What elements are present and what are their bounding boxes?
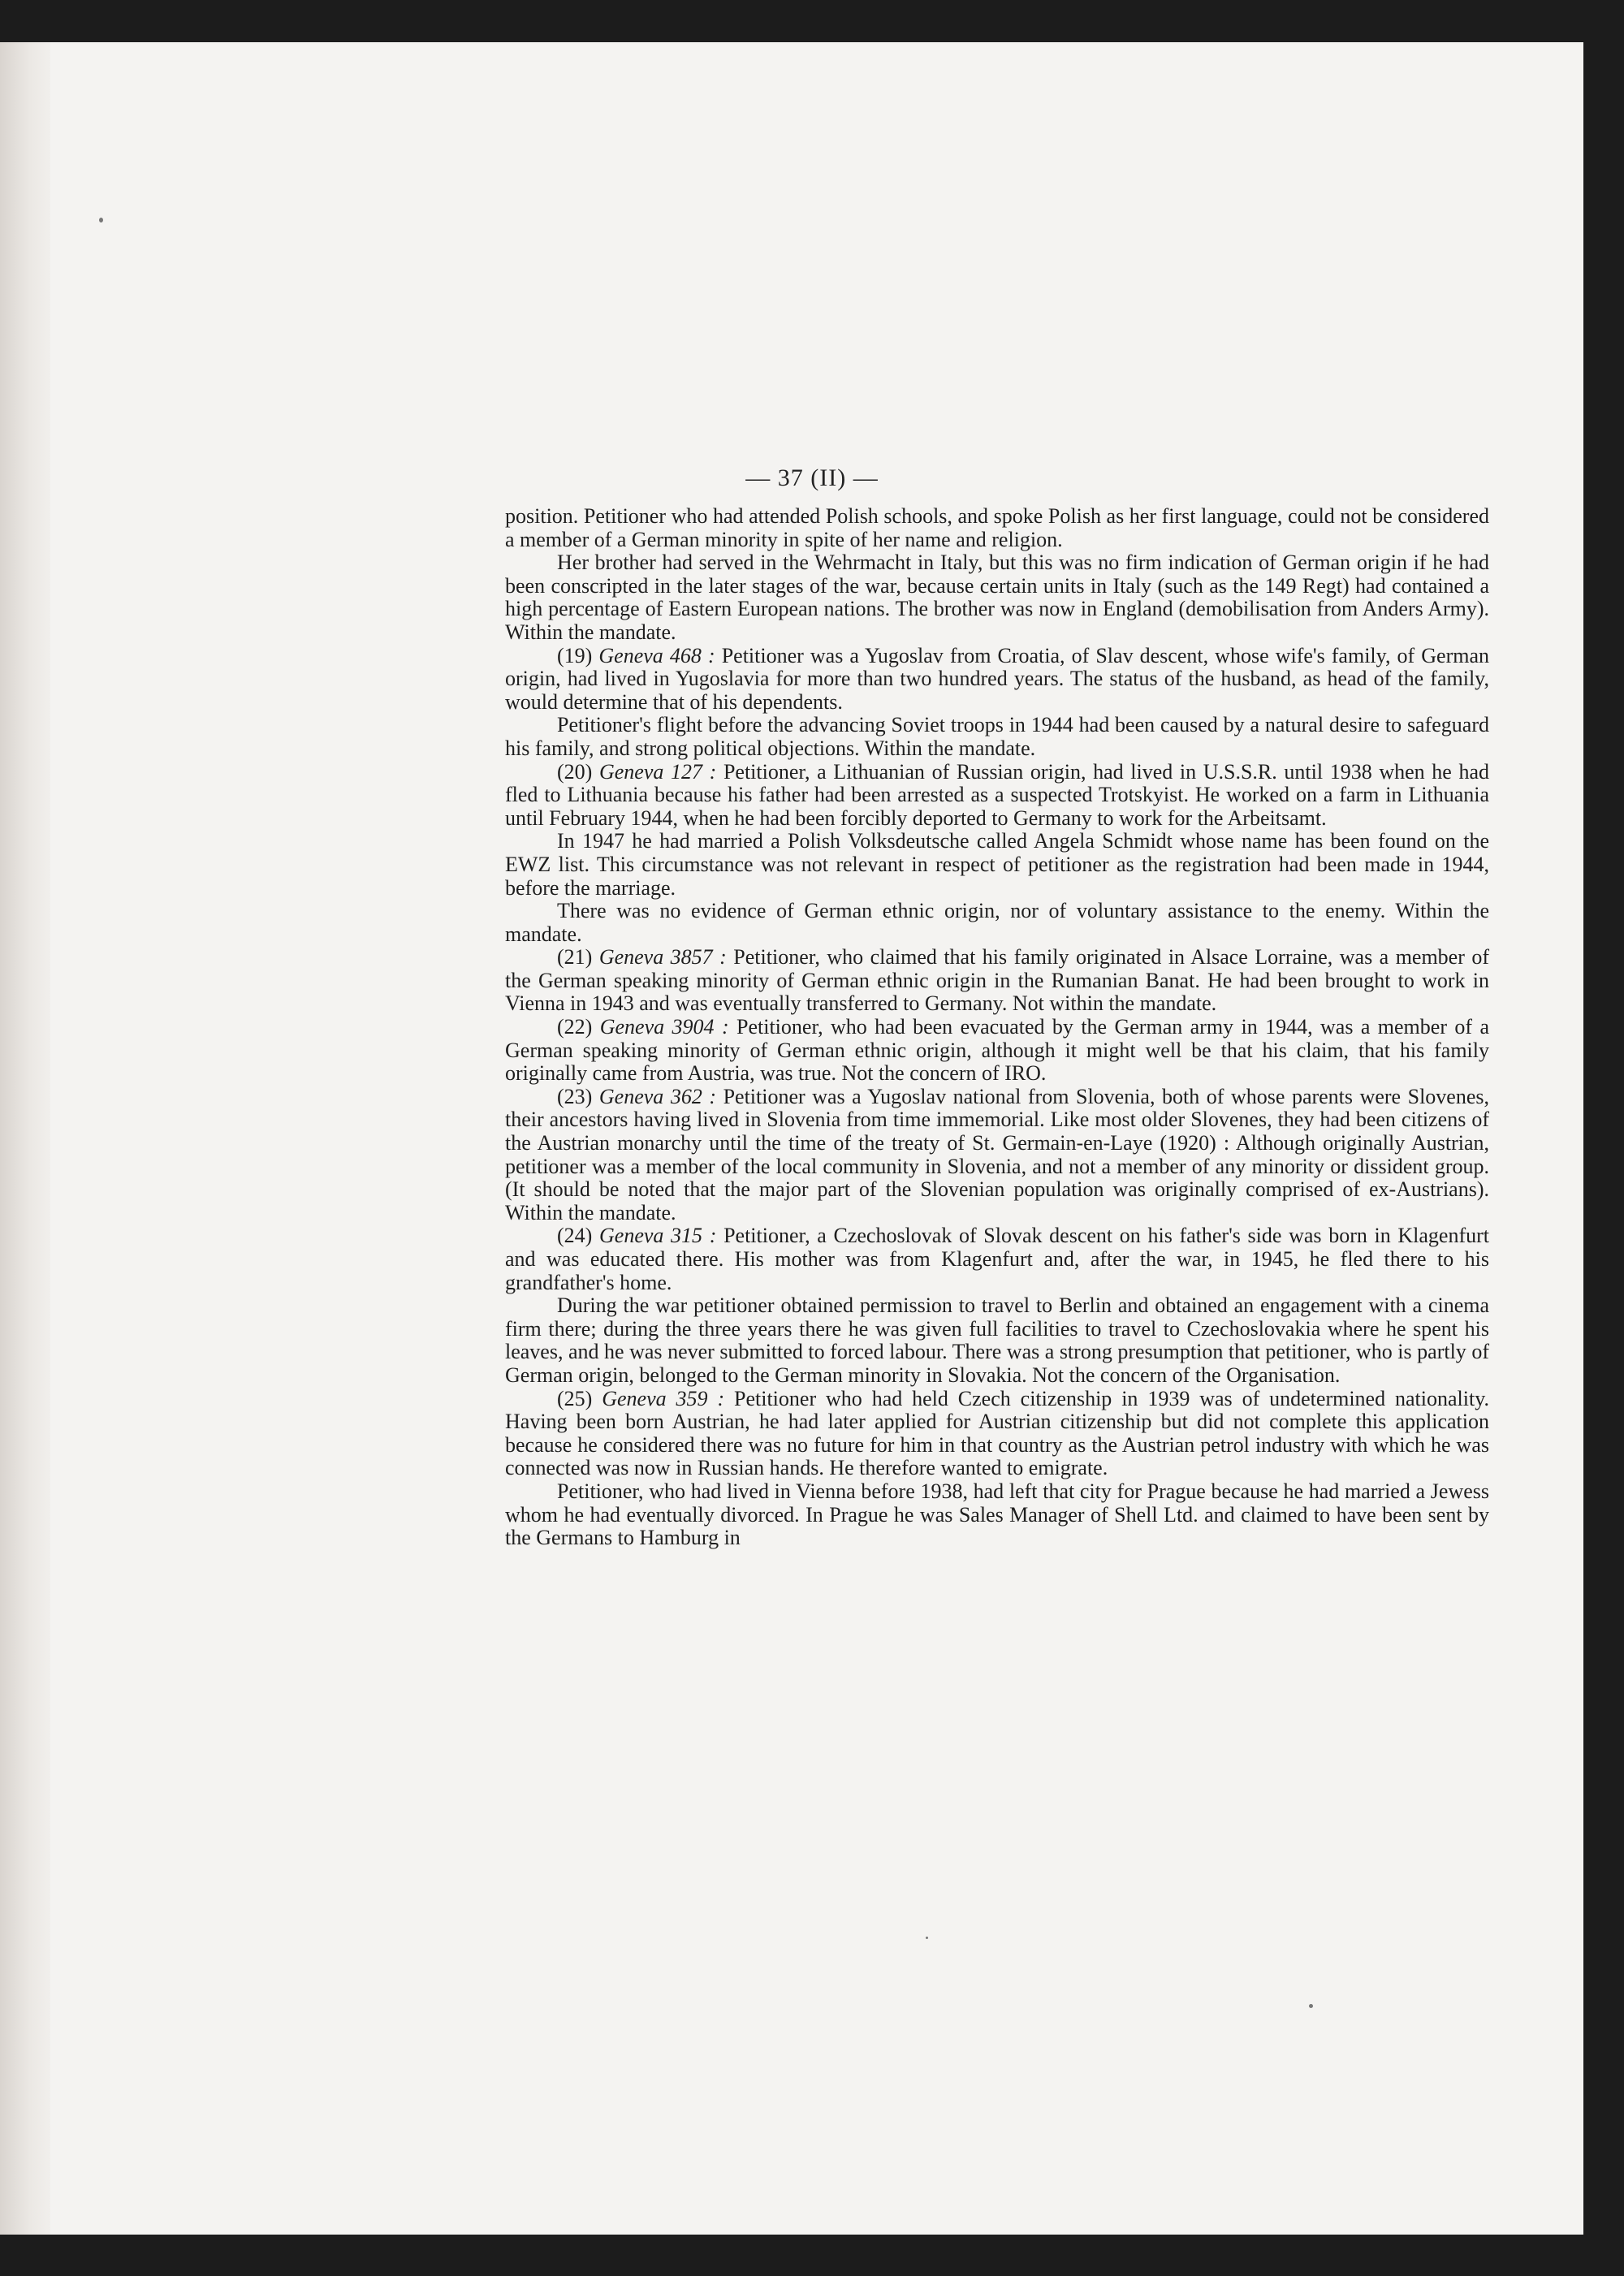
case-reference: Geneva 315 : (599, 1224, 717, 1248)
case-number: (19) (557, 643, 593, 667)
paragraph-case-20: (20) Geneva 127 : Petitioner, a Lithuanian of Russian origin, had lived in U.S.S.R. until 1938 when he had fled to Lithuania because his father had been arrested as a suspected Trotskyist. He worked on a farm in Lithuania until February 1944, when he had been forcibly deported to Germany to work for the Arbeitsamt. (505, 759, 1490, 830)
case-number: (24) (557, 1224, 593, 1248)
case-reference: Geneva 362 : (598, 1084, 717, 1108)
case-reference: Geneva 468 : (598, 643, 715, 667)
page-number: — 37 (II) — (745, 464, 879, 491)
paragraph: Petitioner, who had lived in Vienna before 1938, had left that city for Prague because he had married a Jewess whom he had eventually divorced. In Prague he was Sales Manager of Shell Ltd. and claimed to have been sent by the Germans to Hamburg in (505, 1479, 1489, 1550)
case-reference: Geneva 359 : (602, 1386, 725, 1410)
body-text (505, 505, 1489, 1550)
speck (1309, 2004, 1313, 2008)
speck (99, 218, 103, 222)
paragraph-case-23: (23) Geneva 362 : Petitioner was a Yugoslav national from Slovenia, both of whose parents were Slovenes, their ancestors having lived in Slovenia from time immemorial. Like most older Slovenes, they had been citizens of the Austrian monarchy until the time of the treaty of St. Germain-en-Laye (1920) : Although originally Austrian, petitioner was a member of the local community in Slovenia, and not a member of any minority or dissident group. (It should be noted that the major part of the Slovenian population was originally comprised of ex-Austrians). Within the mandate. (505, 1084, 1490, 1224)
paragraph: Her brother had served in the Wehrmacht in Italy, but this was no firm indication of German origin if he had been conscripted in the later stages of the war, because certain units in Italy (such as the 149 Regt) had contained a high percentage of Eastern European nations. The brother was now in England (demobilisation from Anders Army). Within the mandate. (505, 551, 1489, 644)
paragraph: During the war petitioner obtained permission to travel to Berlin and obtained an engagement with a cinema firm there; during the three years there he was given full facilities to travel to Czechoslovakia where he spent his leaves, and he was never submitted to forced labour. There was a strong presumption that petitioner, who is partly of German origin, belonged to the German minority in Slovakia. Not the concern of the Organisation. (505, 1293, 1489, 1387)
speck (926, 1937, 928, 1939)
case-reference: Geneva 127 : (598, 759, 717, 784)
case-number: (22) (557, 1015, 593, 1039)
case-reference: Geneva 3857 : (598, 945, 727, 970)
paragraph-case-21: (21) Geneva 3857 : Petitioner, who claimed that his family originated in Alsace Lorraine, was a member of the German speaking minority of German ethnic origin in the Rumanian Banat. He had been brought to work in Vienna in 1943 and was eventually transferred to Germany. Not within the mandate. (505, 945, 1490, 1016)
case-number: (25) (557, 1386, 593, 1410)
case-number: (21) (557, 945, 593, 970)
page-edge-shadow (0, 42, 50, 2235)
paragraph: position. Petitioner who had attended Polish schools, and spoke Polish as her first language, could not be considered a member of a German minority in spite of her name and religion. (505, 504, 1489, 551)
paragraph: There was no evidence of German ethnic origin, nor of voluntary assistance to the enemy. Within the mandate. (505, 899, 1489, 946)
paragraph: Petitioner's flight before the advancing Soviet troops in 1944 had been caused by a natural desire to safeguard his family, and strong political objections. Within the mandate. (505, 713, 1489, 760)
case-number: (23) (557, 1084, 593, 1108)
paragraph-case-22: (22) Geneva 3904 : Petitioner, who had been evacuated by the German army in 1944, was a member of a German speaking minority of German ethnic origin, although it might well be that his claim, that his family originally came from Austria, was true. Not the concern of IRO. (505, 1015, 1489, 1086)
case-reference: Geneva 3904 : (599, 1015, 729, 1039)
paragraph-case-25: (25) Geneva 359 : Petitioner who had held Czech citizenship in 1939 was of undetermined nationality. Having been born Austrian, he had later applied for Austrian citizenship but did not complete this application because he considered there was no future for him in that country as the Austrian petrol industry with which he was connected was now in Russian hands. He therefore wanted to emigrate. (505, 1386, 1490, 1480)
paragraph-case-19: (19) Geneva 468 : Petitioner was a Yugoslav from Croatia, of Slav descent, whose wife's family, of German origin, had lived in Yugoslavia for more than two hundred years. The status of the husband, as head of the family, would determine that of his dependents. (505, 643, 1489, 714)
paragraph-case-24: (24) Geneva 315 : Petitioner, a Czechoslovak of Slovak descent on his father's side was born in Klagenfurt and was educated there. His mother was from Klagenfurt and, after the war, in 1945, he fled there to his grandfather's home. (505, 1224, 1490, 1294)
paragraph: In 1947 he had married a Polish Volksdeutsche called Angela Schmidt whose name has been found on the EWZ list. This circumstance was not relevant in respect of petitioner as the registration had been made in 1944, before the marriage. (505, 829, 1489, 900)
case-number: (20) (557, 759, 593, 784)
